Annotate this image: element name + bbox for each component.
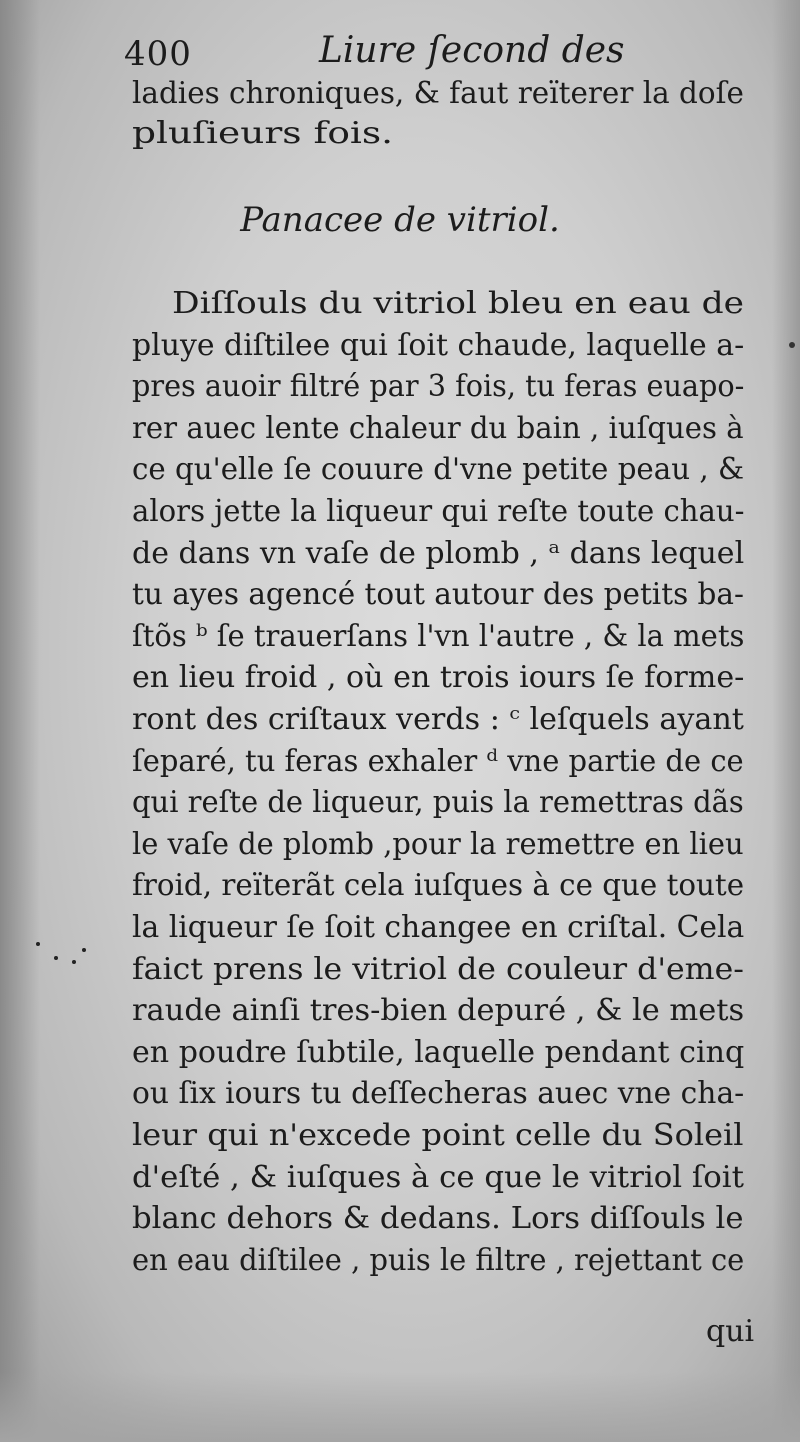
text-line: en poudre ſubtile, laquelle pendant cinq: [132, 1034, 745, 1070]
text-line: pluye diſtilee qui ſoit chaude, laquelle a-: [132, 327, 745, 363]
text-line: d'eſté , & iuſques à ce que le vitriol ſoit: [132, 1159, 744, 1195]
section-heading: Panacee de vitriol.: [240, 200, 560, 240]
text-line: ſeparé, tu feras exhaler ᵈ vne partie de ce: [132, 743, 744, 779]
text-line: ce qu'elle ſe couure d'vne petite peau , &: [132, 452, 745, 488]
text-line: raude ainſi tres-bien depuré , & le mets: [132, 993, 745, 1029]
text-line: Diſſouls du vitriol bleu en eau de: [172, 286, 745, 321]
text-line: en lieu froid , où en trois iours ſe forme-: [132, 660, 745, 696]
catchword: qui: [706, 1314, 755, 1349]
text-line: le vaſe de plomb ,pour la remettre en lieu: [132, 826, 744, 862]
running-title: Liure ſecond des: [319, 30, 625, 71]
text-line: leur qui n'excede point celle du Soleil: [132, 1118, 744, 1153]
text-line: ſtõs ᵇ ſe trauerſans l'vn l'autre , & la mets: [132, 618, 745, 654]
text-line: la liqueur ſe ſoit changee en criſtal. Cela: [132, 910, 745, 945]
text-line: faict prens le vitriol de couleur d'eme-: [132, 951, 744, 987]
text-line: tu ayes agencé tout autour des petits ba-: [132, 577, 744, 613]
text-line: en eau diſtilee , puis le filtre , rejettant ce: [132, 1242, 745, 1278]
text-line: rer auec lente chaleur du bain , iuſques à: [132, 410, 744, 446]
text-line: ront des criſtaux verds : ᶜ leſquels ayant: [132, 702, 744, 737]
text-line: ladies chroniques, & faut reïterer la doſe: [132, 76, 744, 111]
text-line: alors jette la liqueur qui reſte toute chau-: [132, 494, 745, 529]
text-line: de dans vn vaſe de plomb , ᵃ dans lequel: [132, 535, 745, 571]
text-line: qui reſte de liqueur, puis la remettras dãs: [132, 785, 744, 821]
text-line: pluſieurs fois.: [132, 116, 394, 151]
page-number: 400: [124, 34, 192, 74]
text-line: pres auoir filtré par 3 fois, tu feras euapo-: [132, 369, 745, 405]
text-line: froid, reïterãt cela iuſques à ce que toute: [132, 868, 745, 904]
text-line: blanc dehors & dedans. Lors diſſouls le: [132, 1201, 744, 1237]
text-line: ou ſix iours tu deſſecheras auec vne cha-: [132, 1076, 745, 1112]
